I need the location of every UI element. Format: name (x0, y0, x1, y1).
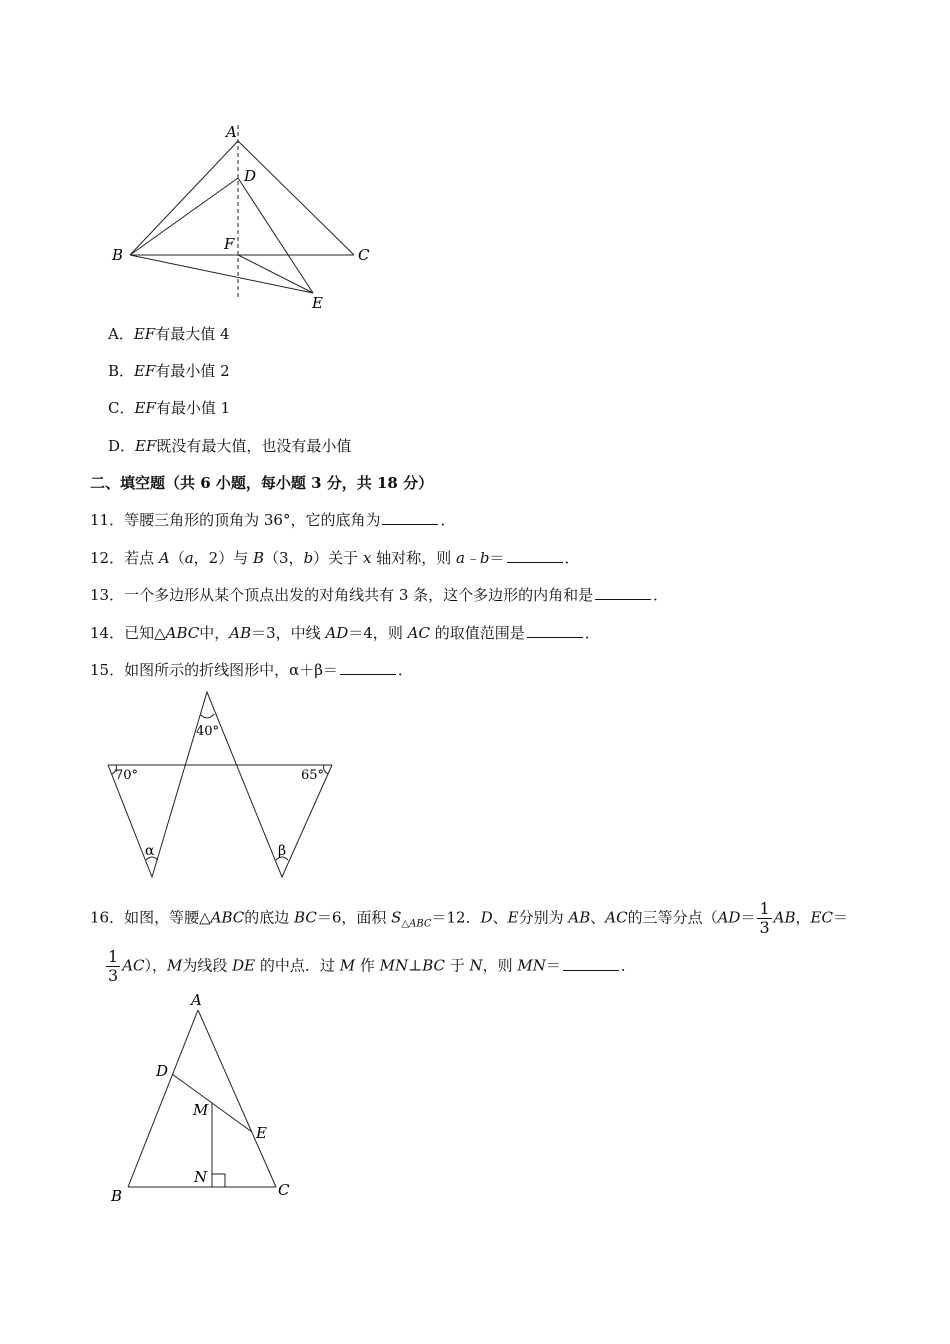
label-f: F (224, 235, 235, 253)
label-b: B (112, 246, 124, 264)
zigzag-line (108, 692, 332, 877)
answer-blank-11[interactable] (382, 510, 438, 525)
label-d: D (244, 167, 257, 185)
section-title: 二、填空题（共 6 小题，每小题 3 分，共 18 分） (90, 474, 434, 492)
right-angle-mark (212, 1174, 225, 1187)
segment-ac (198, 1010, 276, 1187)
figure-3 (100, 990, 310, 1210)
fraction-one-third: $\frac{1}{3}$ (759, 899, 770, 937)
question-12: 12．若点 A（a，2）与 B（3，b）关于 x 轴对称，则 a﹣b＝ ． (90, 549, 580, 567)
label-a: A (226, 123, 237, 141)
question-16-line-2: $\frac{1}{3}$ AC），M为线段 DE 的中点．过 M 作 MN⊥BC 于 N，则 MN＝ ． (108, 947, 636, 985)
answer-blank-15[interactable] (340, 660, 396, 675)
question-16-line-1: 16．如图，等腰△ABC的底边 BC＝6，面积 $S_{\triangle ABC}=12$．D、E分别为 AB、AC的三等分点（AD＝ $\frac{1}{3}$ AB，EC＝ (90, 899, 848, 937)
label-b: B (111, 1187, 123, 1205)
label-m: M (193, 1101, 209, 1119)
segment-fe (238, 255, 313, 293)
figure-1 (100, 115, 390, 315)
segment-ab (130, 141, 238, 255)
option-a[interactable]: A．EF有最大值 4 (108, 325, 230, 343)
answer-blank-12[interactable] (507, 548, 563, 563)
fraction-one-third-2: $\frac{1}{3}$ (108, 947, 119, 985)
angle-label-beta: β (278, 843, 287, 859)
question-15: 15．如图所示的折线图形中，α＋β＝ ． (90, 661, 413, 679)
option-c[interactable]: C．EF有最小值 1 (108, 399, 231, 417)
label-e: E (312, 294, 323, 312)
question-13: 13．一个多边形从某个顶点出发的对角线共有 3 条，这个多边形的内角和是 ． (90, 586, 669, 604)
segment-de (238, 178, 313, 293)
angle-label-65: 65° (301, 768, 325, 783)
answer-blank-13[interactable] (595, 585, 651, 600)
angle-label-alpha: α (145, 843, 155, 859)
arc-40 (200, 714, 214, 718)
figure-2 (100, 688, 340, 883)
label-n: N (194, 1168, 208, 1186)
label-c: C (358, 246, 370, 264)
label-e: E (256, 1124, 267, 1142)
arc-65 (324, 765, 329, 774)
label-c: C (278, 1181, 290, 1199)
answer-blank-14[interactable] (527, 623, 583, 638)
angle-label-70: 70° (115, 768, 139, 783)
label-d: D (156, 1062, 169, 1080)
question-14: 14．已知△ABC中，AB＝3，中线 AD＝4，则 AC 的取值范围是 ． (90, 624, 600, 642)
segment-bd (130, 178, 238, 255)
angle-label-40: 40° (196, 724, 220, 739)
option-d[interactable]: D．EF既没有最大值，也没有最小值 (108, 437, 352, 455)
option-b[interactable]: B．EF有最小值 2 (108, 362, 230, 380)
answer-blank-16[interactable] (563, 956, 619, 971)
segment-ab (128, 1010, 198, 1187)
segment-be (130, 255, 313, 293)
segment-ac (238, 141, 354, 255)
label-a: A (191, 991, 202, 1009)
question-11: 11．等腰三角形的顶角为 36°，它的底角为 ． (90, 511, 456, 529)
